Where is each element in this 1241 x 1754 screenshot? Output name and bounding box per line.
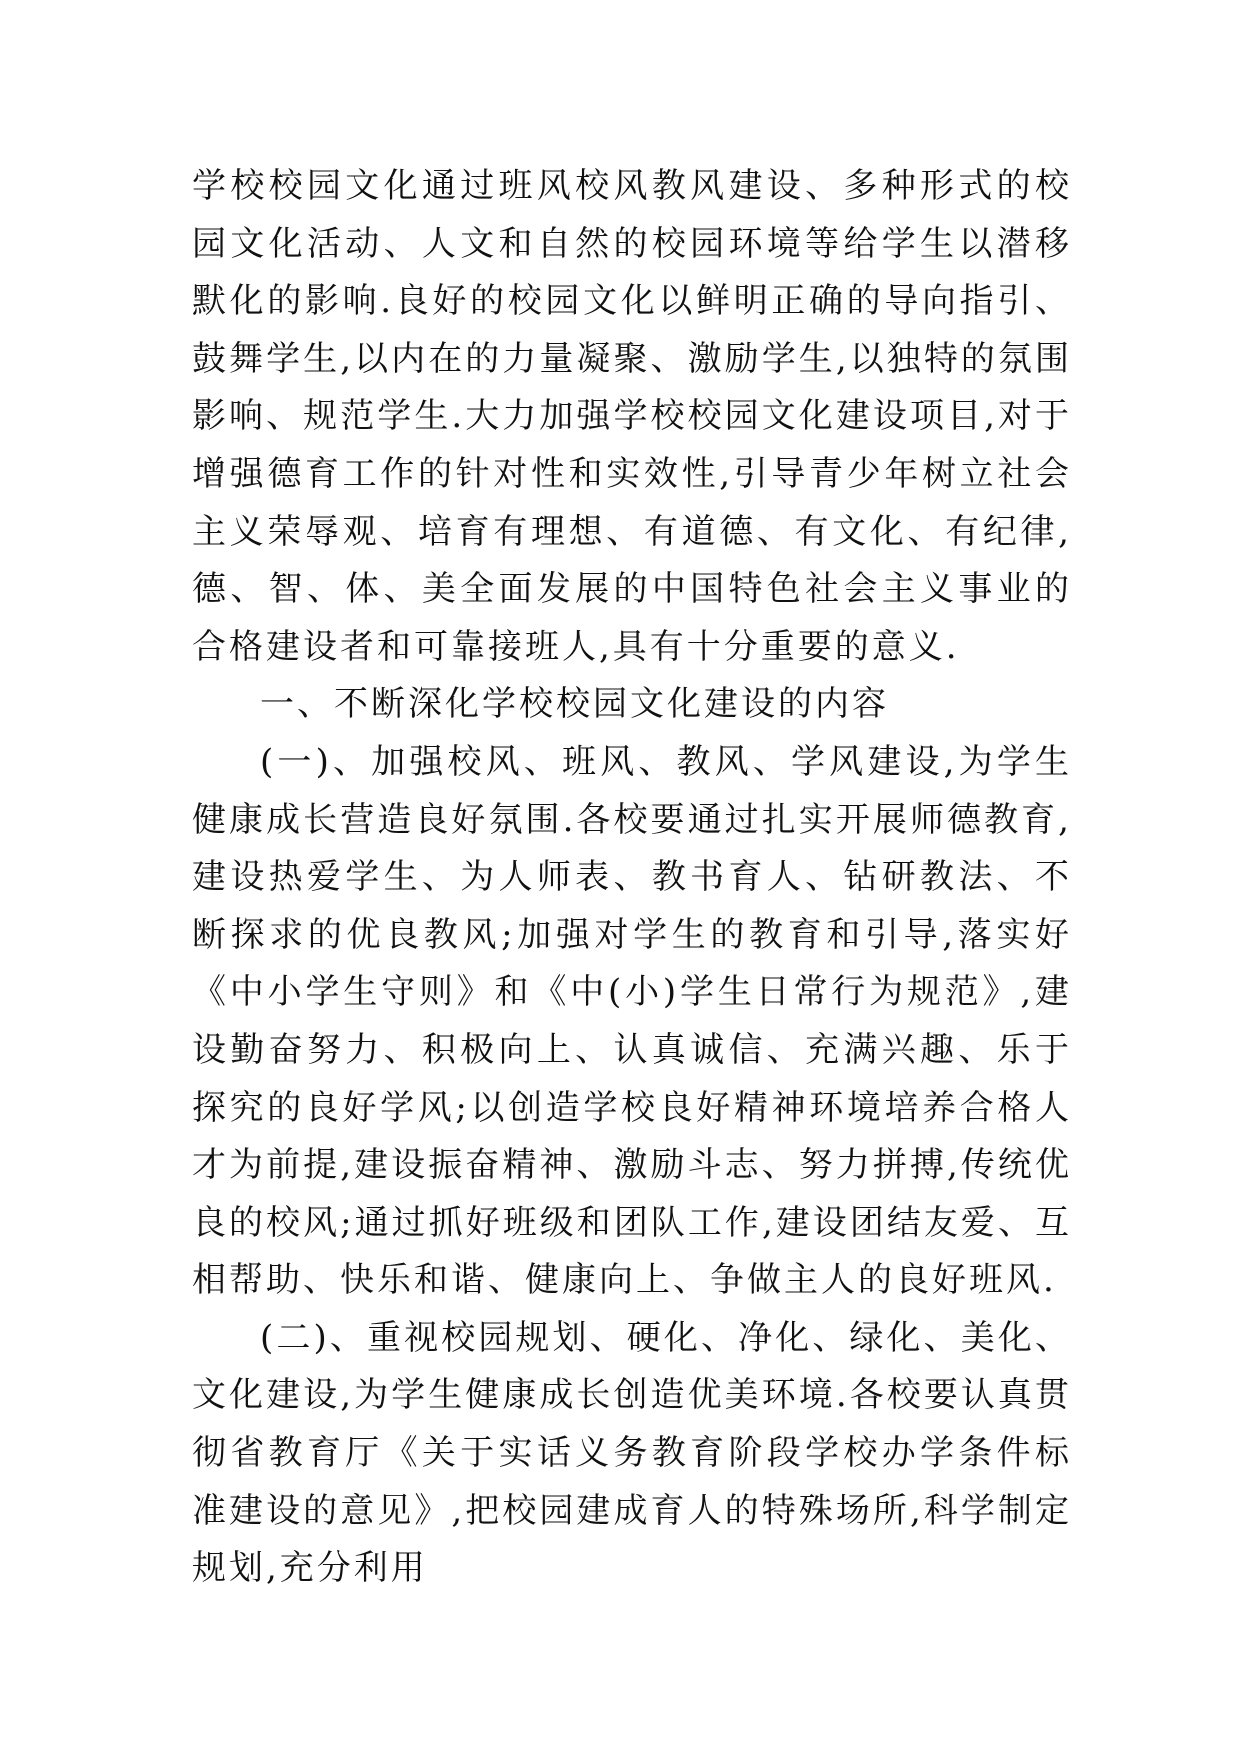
section-heading-1: 一、不断深化学校校园文化建设的内容 <box>260 684 889 725</box>
paragraph-intro: 学校校园文化通过班风校风教风建设、多种形式的校园文化活动、人文和自然的校园环境等给学生以潜移默化的影响.良好的校园文化以鲜明正确的导向指引、鼓舞学生,以内在的力量凝聚、激励学生,以独特的氛围影响、规范学生.大力加强学校校园文化建设项目,对于增强德育工作的针对性和实效性,引导青少年树立社会主义荣辱观、培育有理想、有道德、有文化、有纪律,德、智、体、美全面发展的中国特色社会主义事业的合格建设者和可靠接班人,具有十分重要的意义. <box>192 166 1072 667</box>
paragraph-item-2: (二)、重视校园规划、硬化、净化、绿化、美化、文化建设,为学生健康成长创造优美环境.各校要认真贯彻省教育厅《关于实话义务教育阶段学校办学条件标准建设的意见》,把校园建成育人的特殊场所,科学制定规划,充分利用 <box>192 1317 1072 1589</box>
document-body <box>192 158 1072 1598</box>
paragraph-item-1: (一)、加强校风、班风、教风、学风建设,为学生健康成长营造良好氛围.各校要通过扎实开展师德教育,建设热爱学生、为人师表、教书育人、钻研教法、不断探求的优良教风;加强对学生的教育和引导,落实好《中小学生守则》和《中(小)学生日常行为规范》,建设勤奋努力、积极向上、认真诚信、充满兴趣、乐于探究的良好学风;以创造学校良好精神环境培养合格人才为前提,建设振奋精神、激励斗志、努力拼搏,传统优良的校风;通过抓好班级和团队工作,建设团结友爱、互相帮助、快乐和谐、健康向上、争做主人的良好班风. <box>192 741 1072 1301</box>
